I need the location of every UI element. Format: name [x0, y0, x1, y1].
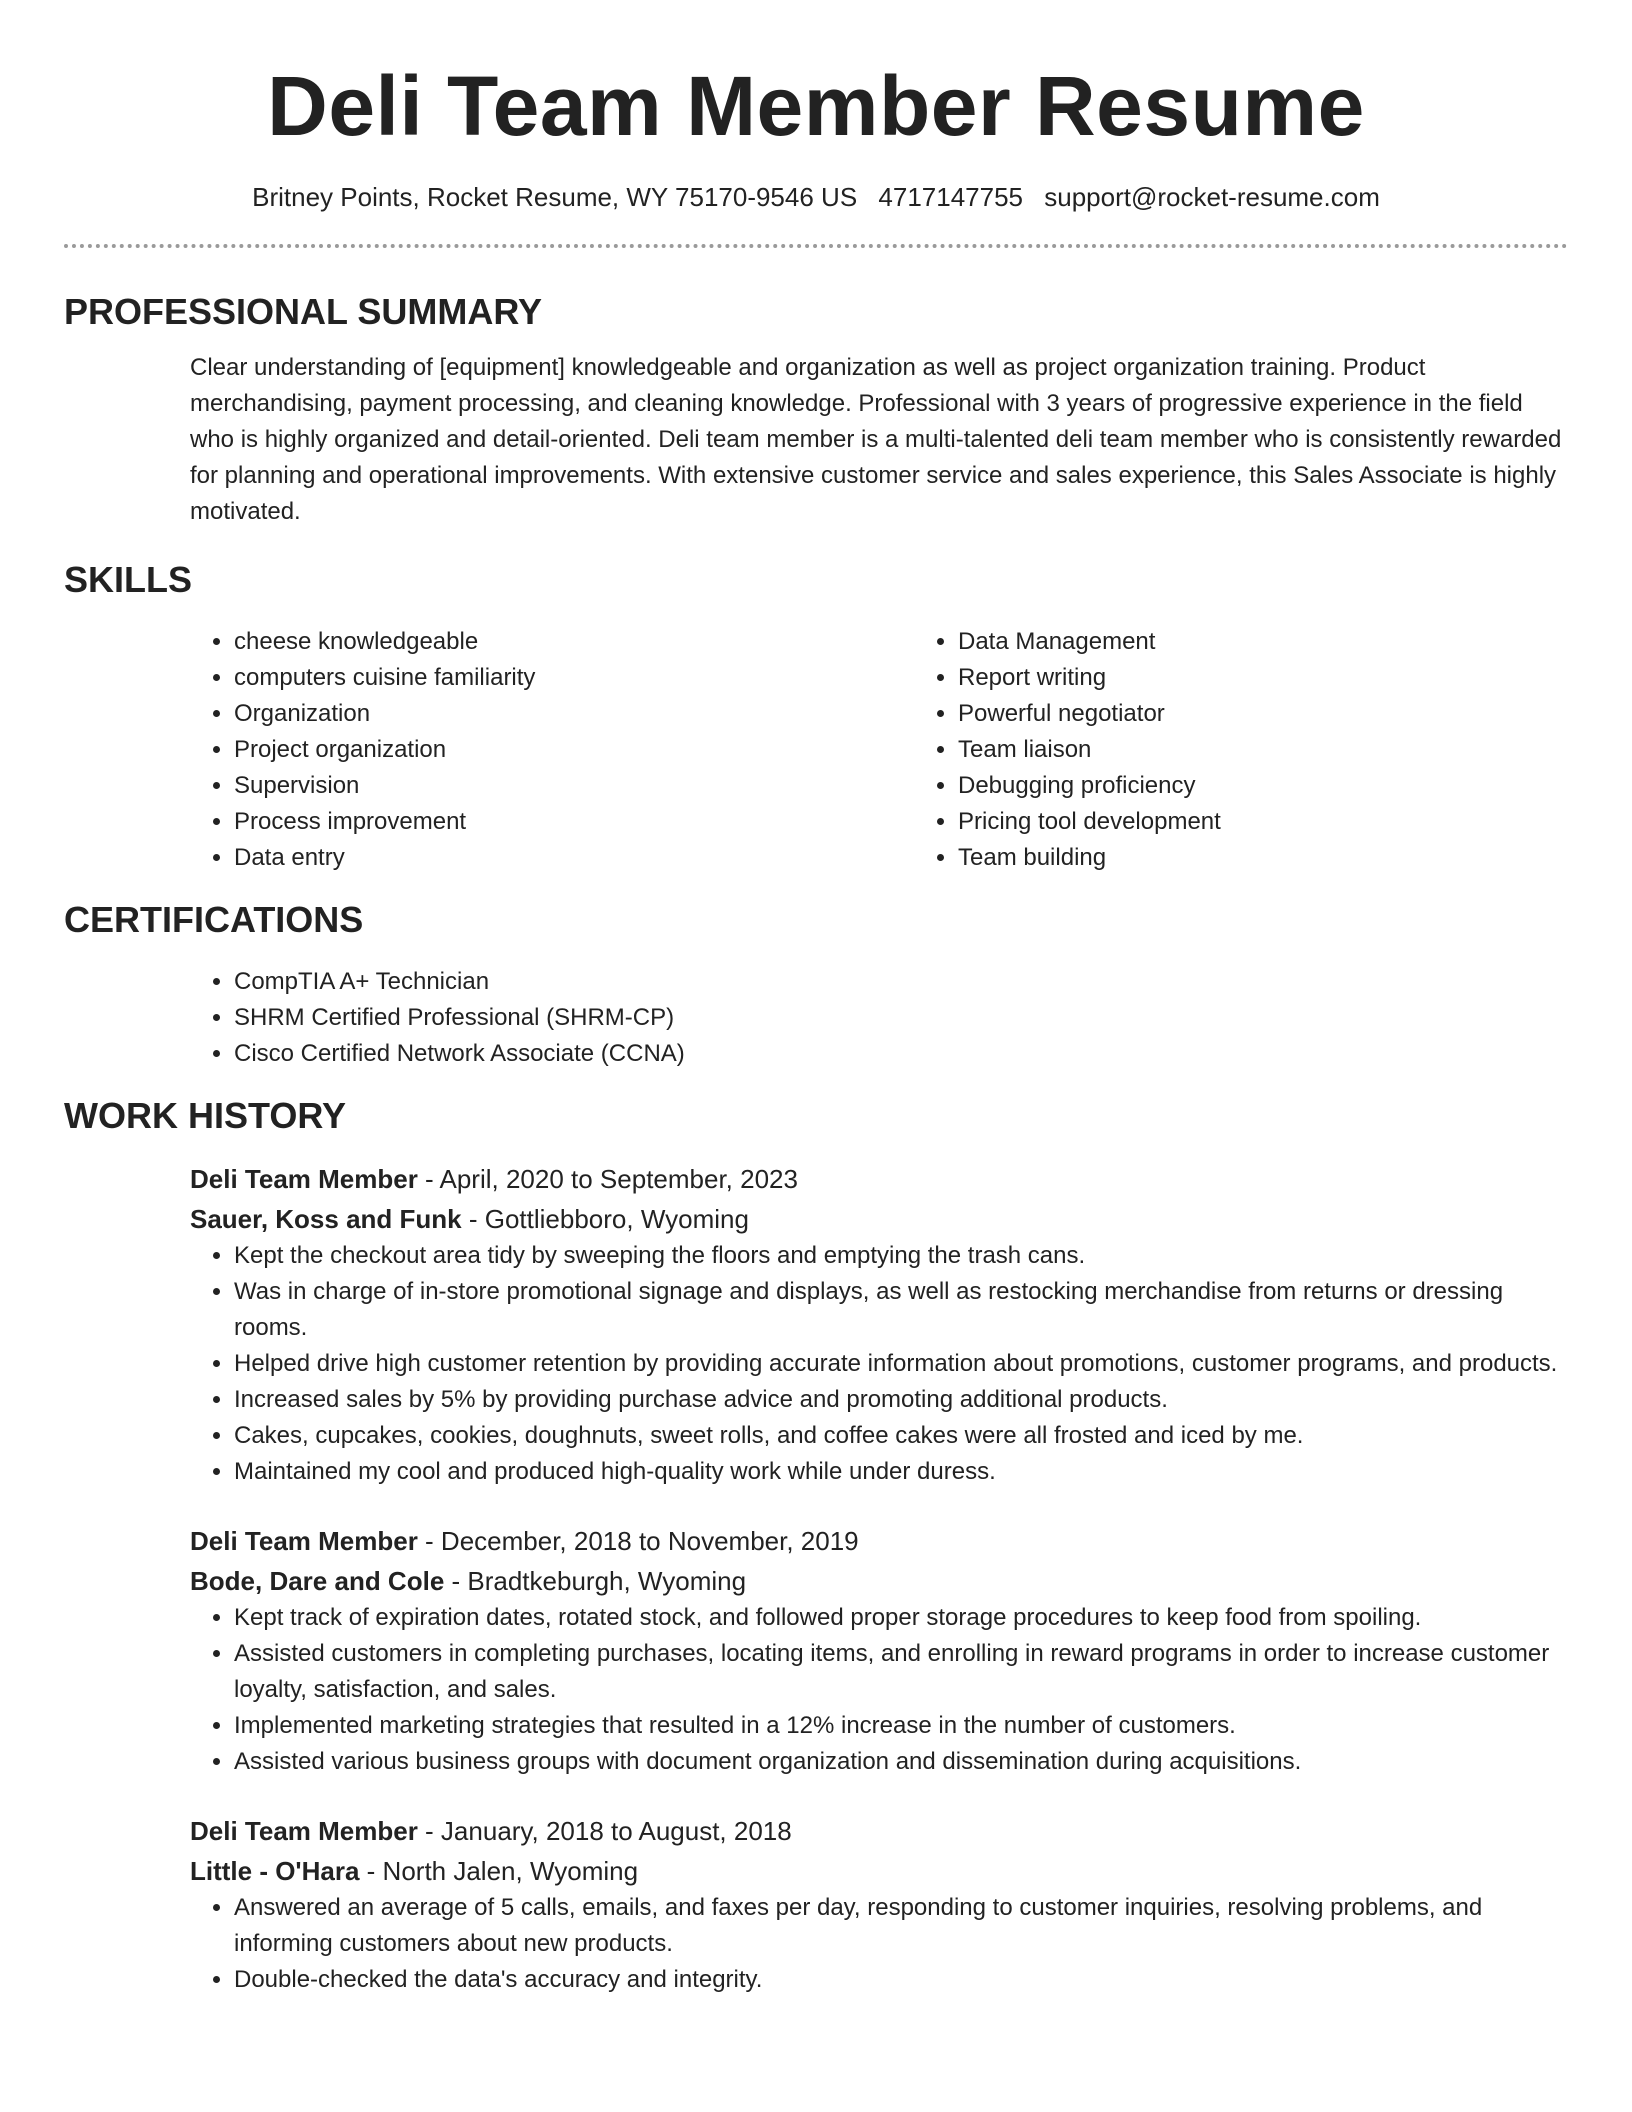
- skill-item: • Pricing tool development: [958, 804, 1568, 840]
- contact-email: support@rocket-resume.com: [1044, 182, 1380, 212]
- job-title-line: [190, 1812, 1568, 1850]
- certification-item: • Cisco Certified Network Associate (CCNA): [234, 1036, 1568, 1072]
- job-title: Deli Team Member: [190, 1526, 418, 1556]
- job-duty: • Maintained my cool and produced high-quality work while under duress.: [234, 1454, 1568, 1490]
- job-title-line: [190, 1522, 1568, 1560]
- contact-line: [64, 180, 1568, 214]
- skill-item: • cheese knowledgeable: [234, 624, 914, 660]
- skills-column-right: [914, 624, 1568, 876]
- skill-item: • Data Management: [958, 624, 1568, 660]
- summary-text: Clear understanding of [equipment] knowledgeable and organization as well as project organization training. Product merchandising, payment processing, and cleaning knowledge. Professional with 3 years of progressive experience in the field who is highly organized and detail-oriented. Deli team member is a multi-talented deli team member who is consistently rewarded for planning and operational improvements. With extensive customer service and sales experience, this Sales Associate is highly motivated.: [190, 354, 1562, 525]
- job-duties: [190, 1238, 1568, 1490]
- job-entry: [190, 1522, 1568, 1780]
- job-duty: • Cakes, cupcakes, cookies, doughnuts, sweet rolls, and coffee cakes were all frosted and iced by me.: [234, 1418, 1568, 1454]
- job-company-line: [190, 1562, 1568, 1600]
- job-company: Bode, Dare and Cole: [190, 1566, 445, 1596]
- job-title-line: [190, 1160, 1568, 1198]
- job-location: - Bradtkeburgh, Wyoming: [444, 1566, 747, 1596]
- skill-item: • Project organization: [234, 732, 914, 768]
- certifications-bullets: [190, 964, 1568, 1072]
- job-title: Deli Team Member: [190, 1164, 418, 1194]
- job-duty: • Assisted customers in completing purchases, locating items, and enrolling in reward programs in order to increase customer loyalty, satisfaction, and sales.: [234, 1636, 1568, 1708]
- job-location: - Gottliebboro, Wyoming: [461, 1204, 749, 1234]
- contact-address: Britney Points, Rocket Resume, WY 75170-9546 US: [252, 182, 858, 212]
- skill-item: • Team liaison: [958, 732, 1568, 768]
- job-company-line: [190, 1200, 1568, 1238]
- job-duty: • Increased sales by 5% by providing purchase advice and promoting additional products.: [234, 1382, 1568, 1418]
- header-divider: [64, 244, 1568, 248]
- skill-item: • Supervision: [234, 768, 914, 804]
- skill-item: • computers cuisine familiarity: [234, 660, 914, 696]
- job-company: Sauer, Koss and Funk: [190, 1204, 462, 1234]
- skill-item: • Organization: [234, 696, 914, 732]
- job-company-line: [190, 1852, 1568, 1890]
- job-title: Deli Team Member: [190, 1816, 418, 1846]
- certifications-heading: CERTIFICATIONS: [64, 899, 364, 940]
- job-entry: [190, 1160, 1568, 1490]
- summary-heading: PROFESSIONAL SUMMARY: [64, 291, 543, 332]
- skills-column-left: [190, 624, 914, 876]
- skills-heading: SKILLS: [64, 559, 193, 600]
- job-dates: - January, 2018 to August, 2018: [417, 1816, 792, 1846]
- job-dates: - December, 2018 to November, 2019: [417, 1526, 859, 1556]
- job-duty: • Answered an average of 5 calls, emails, and faxes per day, responding to customer inquiries, resolving problems, and informing customers about new products.: [234, 1890, 1568, 1962]
- skills-list: [190, 624, 1568, 876]
- certification-item: • CompTIA A+ Technician: [234, 964, 1568, 1000]
- job-company: Little - O'Hara: [190, 1856, 360, 1886]
- job-location: - North Jalen, Wyoming: [359, 1856, 639, 1886]
- skill-item: • Data entry: [234, 840, 914, 876]
- skill-item: • Report writing: [958, 660, 1568, 696]
- job-entry: [190, 1812, 1568, 1998]
- skill-item: • Process improvement: [234, 804, 914, 840]
- job-duty: • Kept track of expiration dates, rotated stock, and followed proper storage procedures to keep food from spoiling.: [234, 1600, 1568, 1636]
- job-duty: • Assisted various business groups with document organization and dissemination during acquisitions.: [234, 1744, 1568, 1780]
- job-duty: • Was in charge of in-store promotional signage and displays, as well as restocking merchandise from returns or dressing rooms.: [234, 1274, 1568, 1346]
- contact-phone: 4717147755: [878, 182, 1024, 212]
- skill-item: • Team building: [958, 840, 1568, 876]
- certifications-list: [190, 964, 1568, 1072]
- job-duties: [190, 1600, 1568, 1780]
- certification-item: • SHRM Certified Professional (SHRM-CP): [234, 1000, 1568, 1036]
- skill-item: • Powerful negotiator: [958, 696, 1568, 732]
- job-duties: [190, 1890, 1568, 1998]
- page-title: Deli Team Member Resume: [267, 59, 1365, 153]
- work-history-heading: WORK HISTORY: [64, 1095, 347, 1136]
- job-dates: - April, 2020 to September, 2023: [417, 1164, 798, 1194]
- job-duty: • Helped drive high customer retention by providing accurate information about promotions, customer programs, and products.: [234, 1346, 1568, 1382]
- job-duty: • Double-checked the data's accuracy and integrity.: [234, 1962, 1568, 1998]
- job-duty: • Kept the checkout area tidy by sweeping the floors and emptying the trash cans.: [234, 1238, 1568, 1274]
- job-duty: • Implemented marketing strategies that resulted in a 12% increase in the number of customers.: [234, 1708, 1568, 1744]
- skill-item: • Debugging proficiency: [958, 768, 1568, 804]
